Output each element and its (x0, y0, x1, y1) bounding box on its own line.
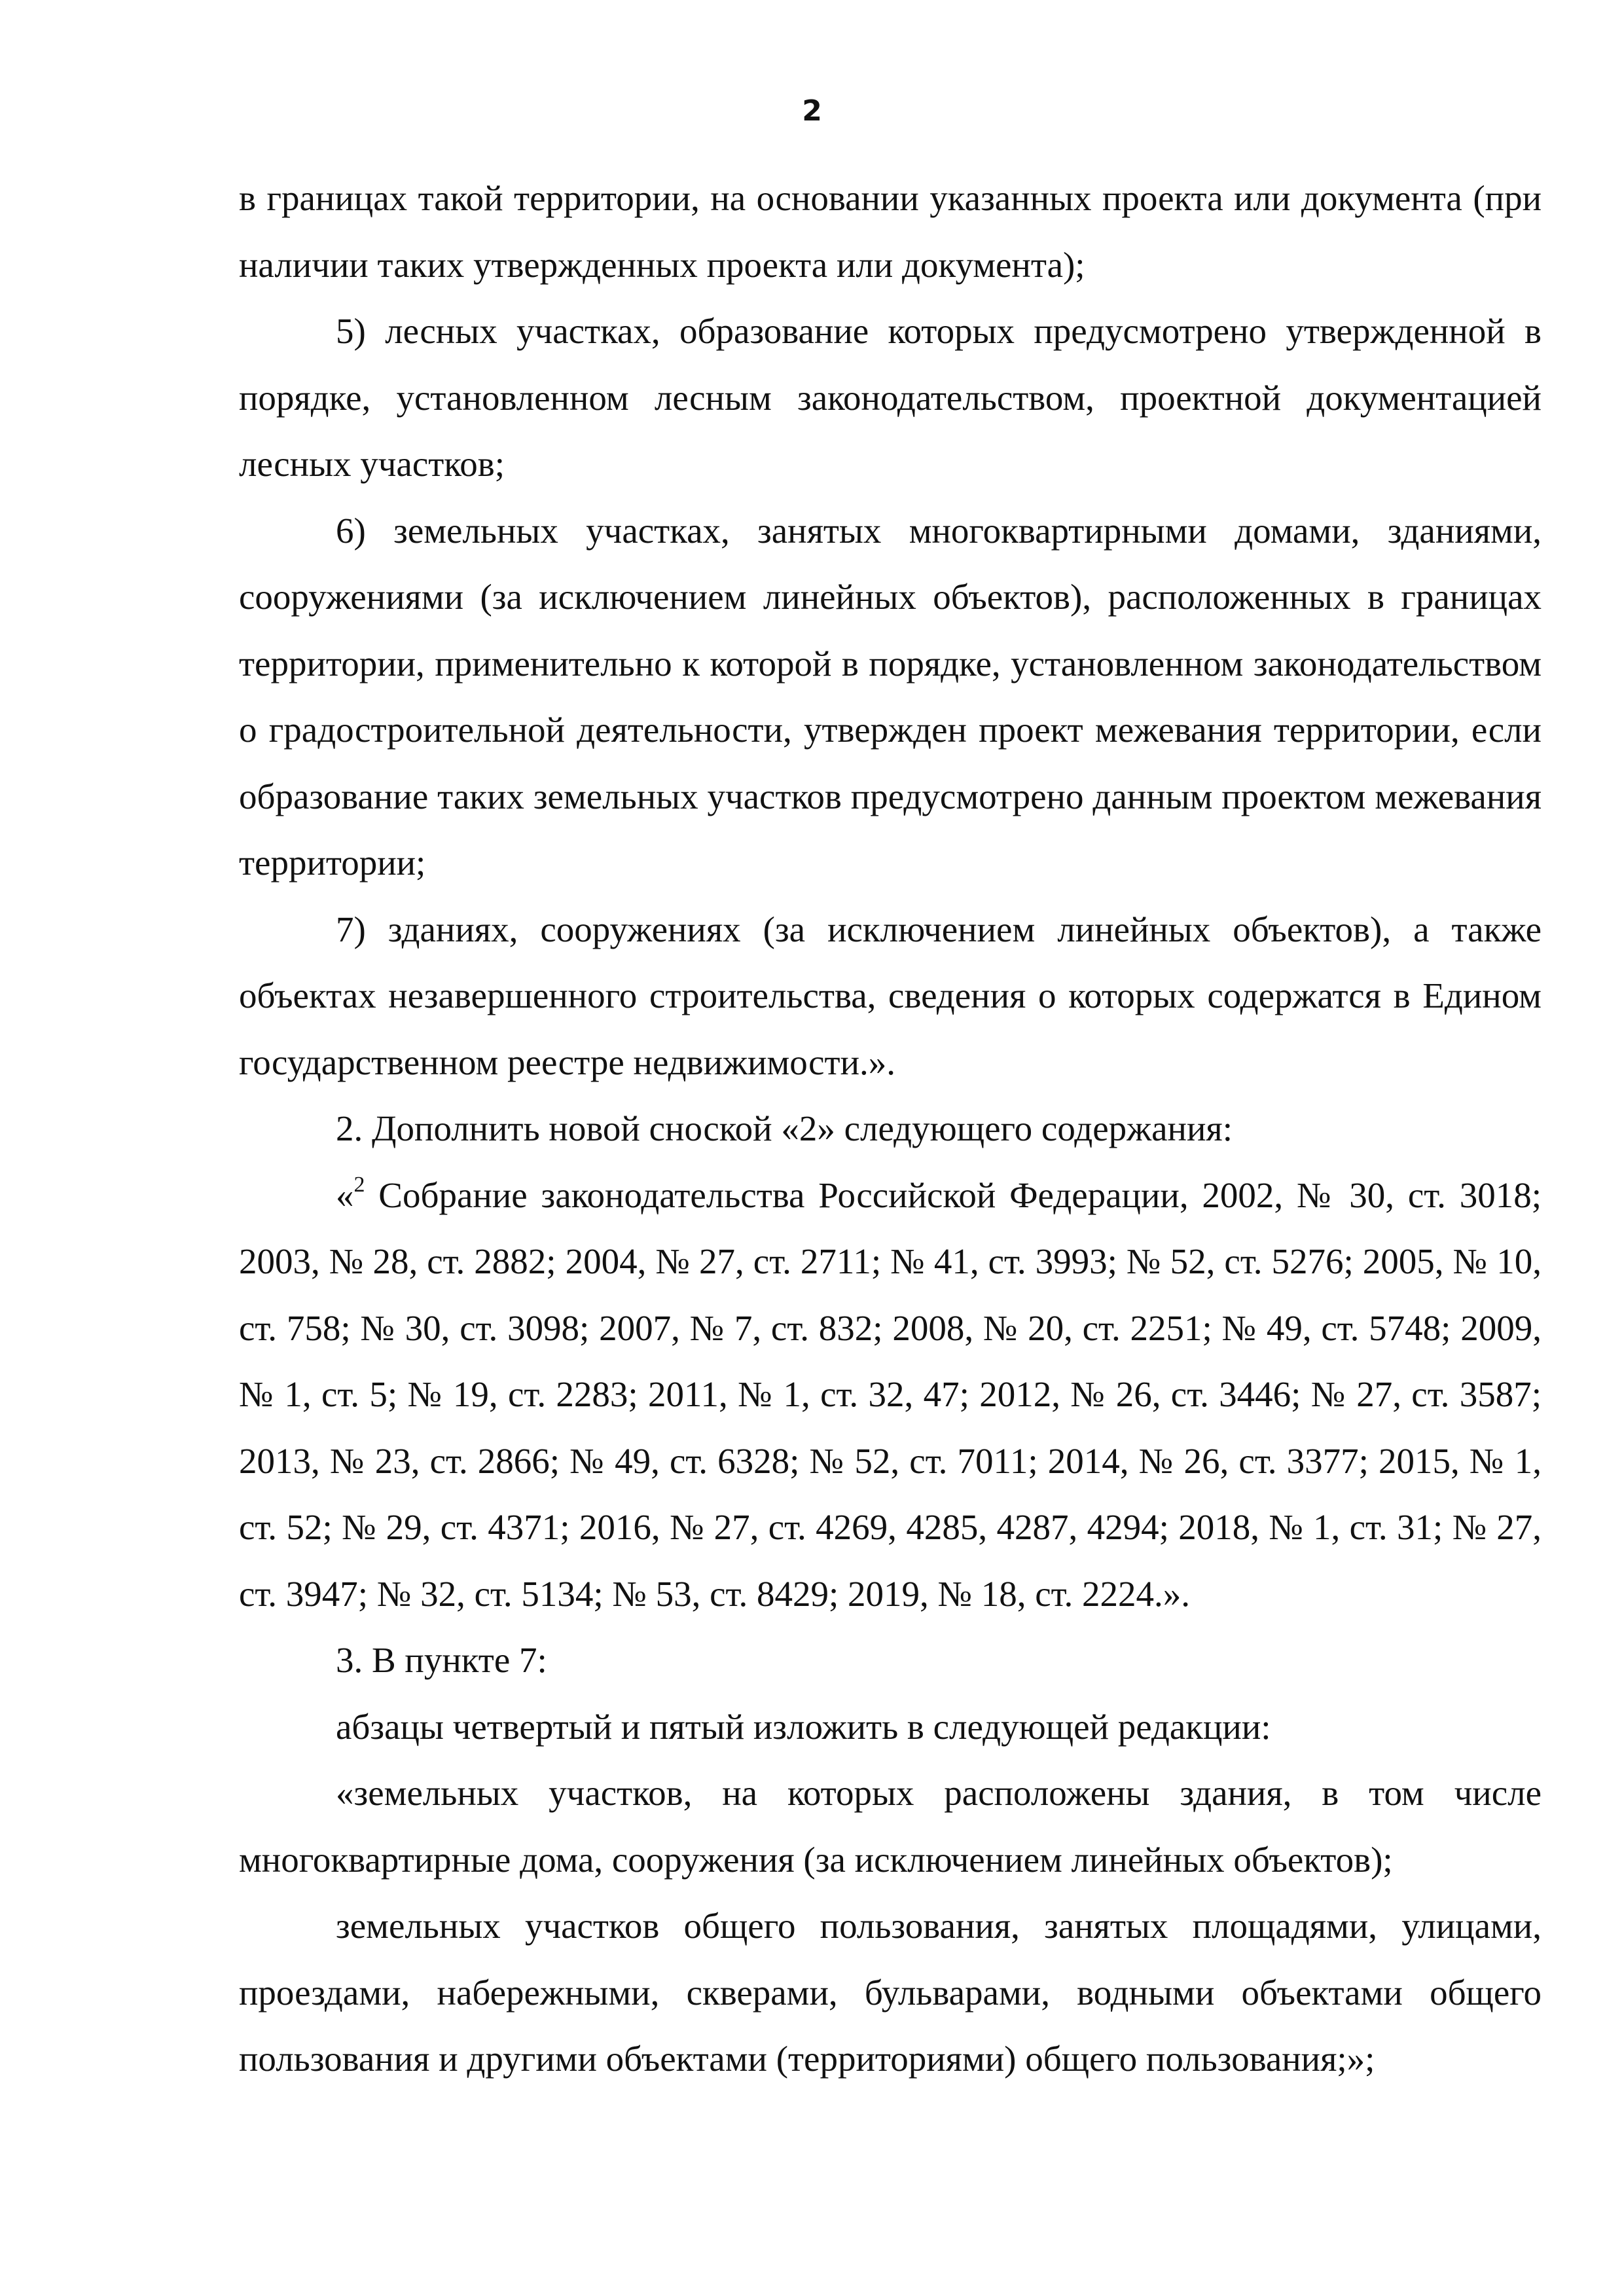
paragraph-item-5-forest-plots: 5) лесных участках, образование которых предусмотрено утвержденной в порядке, установленном лесным законодательством, проектной документацией лесных участков; (239, 311, 1542, 484)
footnote-mark: 2 (353, 1173, 365, 1197)
footnote-open-quote: « (336, 1175, 354, 1215)
paragraph-amendment-2: 2. Дополнить новой сноской «2» следующего содержания: (336, 1108, 1233, 1148)
paragraph-continuation: в границах такой территории, на основании указанных проекта или документа (при наличии таких утвержденных проекта или документа); (239, 178, 1542, 285)
footnote-citation: Собрание законодательства Российской Федерации, 2002, № 30, ст. 3018; 2003, № 28, ст. 2882; 2004, № 27, ст. 2711; № 41, ст. 3993; № 52, ст. 5276; 2005, № 10, ст. 758; № 30, ст. 3098; 2007, № 7, ст. 832; 2008, № 20, ст. 2251; № 49, ст. 5748; 2009, № 1, ст. 5; № 19, ст. 2283; 2011, № 1, ст. 32, 47; 2012, № 26, ст. 3446; № 27, ст. 3587; 2013, № 23, ст. 2866; № 49, ст. 6328; № 52, ст. 7011; 2014, № 26, ст. 3377; 2015, № 1, ст. 52; № 29, ст. 4371; 2016, № 27, ст. 4269, 4285, 4287, 4294; 2018, № 1, ст. 31; № 27, ст. 3947; № 32, ст. 5134; № 53, ст. 8429; 2019, № 18, ст. 2224.». (239, 1175, 1542, 1614)
page-number: 2 (802, 94, 822, 128)
paragraph-new-text-2: земельных участков общего пользования, занятых площадями, улицами, проездами, набережными, скверами, бульварами, водными объектами общего пользования и другими объектами (территориями) общего пользования;»; (239, 1906, 1542, 2079)
paragraph-item-7-buildings: 7) зданиях, сооружениях (за исключением линейных объектов), а также объектах незавершенного строительства, сведения о которых содержатся в Едином государственном реестре недвижимости.». (239, 909, 1542, 1082)
paragraph-instruction: абзацы четвертый и пятый изложить в следующей редакции: (336, 1706, 1271, 1747)
paragraph-new-text-1: «земельных участков, на которых расположены здания, в том числе многоквартирные дома, сооружения (за исключением линейных объектов); (239, 1773, 1542, 1880)
document-body (239, 165, 1542, 2092)
paragraph-footnote-text (239, 1162, 1542, 1628)
paragraph-amendment-3: 3. В пункте 7: (336, 1640, 547, 1680)
paragraph-item-6-land-plots: 6) земельных участках, занятых многоквартирными домами, зданиями, сооружениями (за исключением линейных объектов), расположенных в границах территории, применительно к которой в порядке, установленном законодательством о градостроительной деятельности, утвержден проект межевания территории, если образование таких земельных участков предусмотрено данным проектом межевания территории; (239, 510, 1542, 883)
